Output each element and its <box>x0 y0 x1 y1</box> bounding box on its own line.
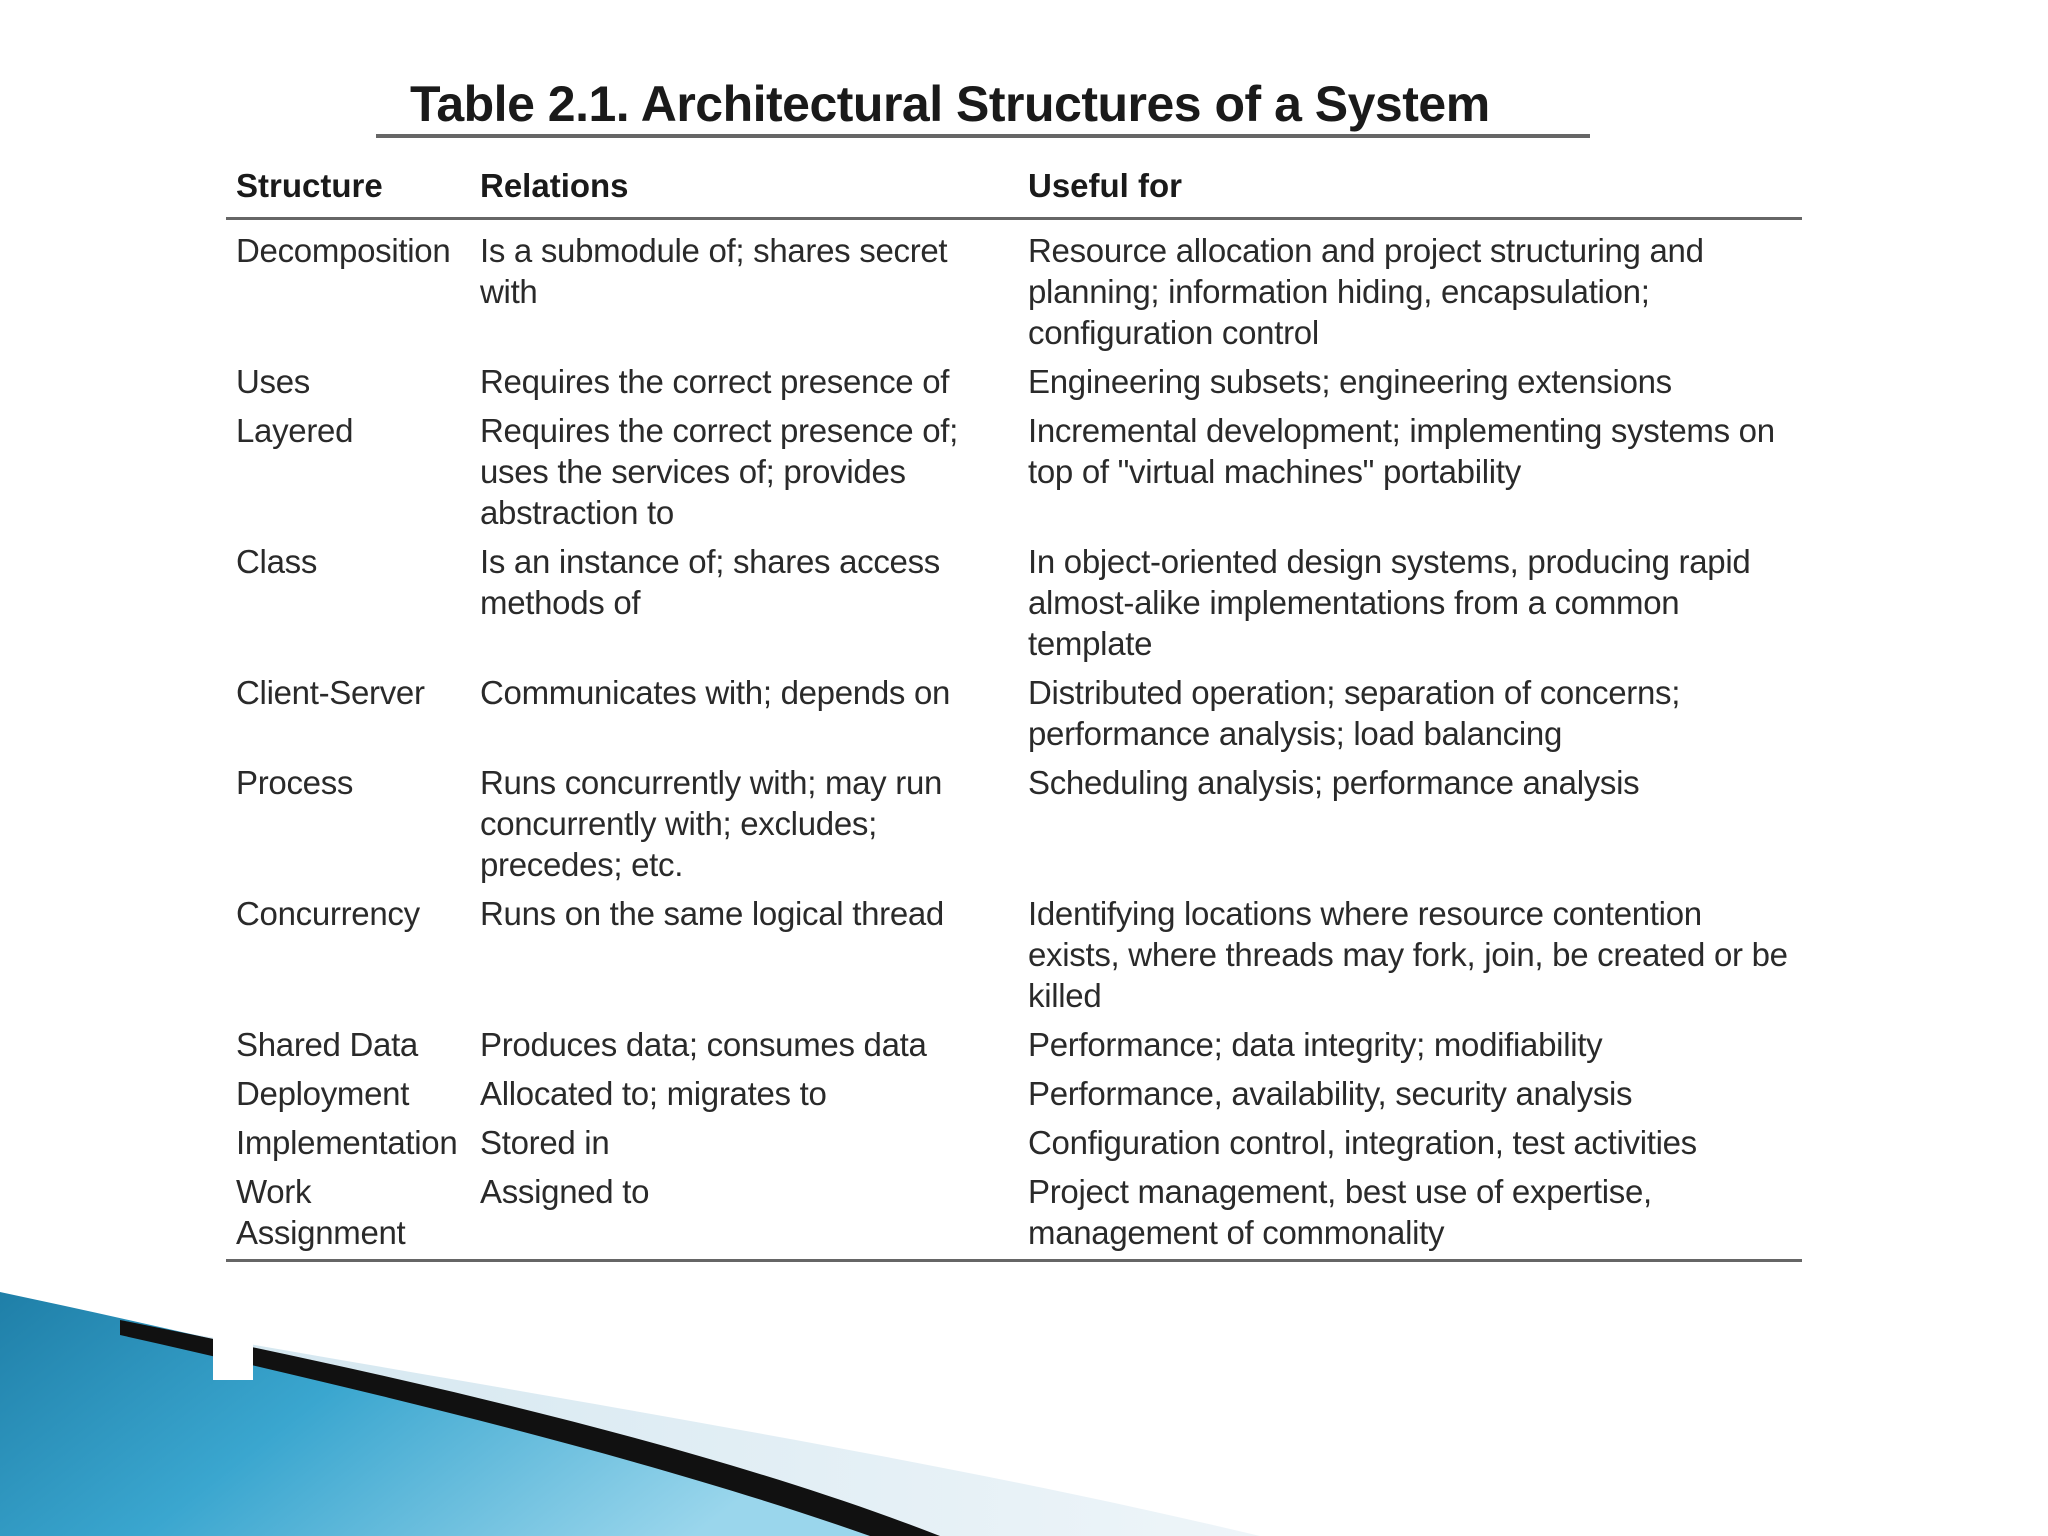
cell-structure: Layered <box>236 412 354 449</box>
cell-useful-for: Configuration control, integration, test activities <box>1028 1124 1697 1161</box>
cell-useful-for: Engineering subsets; engineering extensions <box>1028 363 1672 400</box>
cell-structure: Class <box>236 543 318 580</box>
cell-relations: Is an instance of; shares access methods of <box>480 543 940 621</box>
cell-useful-for: Scheduling analysis; performance analysis <box>1028 764 1640 801</box>
architectural-structures-table <box>226 160 1802 1262</box>
table-row <box>226 219 1802 359</box>
cell-useful-for: Performance, availability, security analysis <box>1028 1075 1633 1112</box>
cell-relations: Requires the correct presence of; uses the services of; provides abstraction to <box>480 412 959 531</box>
table-row <box>226 669 1802 759</box>
cell-structure: Client-Server <box>236 674 425 711</box>
cell-useful-for: Resource allocation and project structuring and planning; information hiding, encapsulation; configuration control <box>1028 232 1704 351</box>
cell-structure: Process <box>236 764 354 801</box>
cell-relations: Allocated to; migrates to <box>480 1075 827 1112</box>
table-row <box>226 538 1802 669</box>
table-row <box>226 759 1802 890</box>
structures-table-container <box>226 160 1802 1262</box>
cell-relations: Is a submodule of; shares secret with <box>480 232 948 310</box>
table-row <box>226 890 1802 1021</box>
cell-relations: Stored in <box>480 1124 610 1161</box>
cell-structure: Concurrency <box>236 895 420 932</box>
table-row <box>226 1119 1802 1168</box>
cell-relations: Requires the correct presence of <box>480 363 950 400</box>
cell-useful-for: In object-oriented design systems, producing rapid almost-alike implementations from a common template <box>1028 543 1751 662</box>
cell-relations: Runs on the same logical thread <box>480 895 944 932</box>
cell-relations: Runs concurrently with; may run concurrently with; excludes; precedes; etc. <box>480 764 943 883</box>
swoosh-white-notch <box>213 1300 253 1380</box>
cell-structure: Uses <box>236 363 310 400</box>
cell-useful-for: Identifying locations where resource contention exists, where threads may fork, join, be created or be killed <box>1028 895 1788 1014</box>
cell-useful-for: Incremental development; implementing systems on top of "virtual machines" portability <box>1028 412 1775 490</box>
cell-useful-for: Performance; data integrity; modifiability <box>1028 1026 1603 1063</box>
table-row <box>226 1070 1802 1119</box>
cell-relations: Produces data; consumes data <box>480 1026 927 1063</box>
cell-structure: Work Assignment <box>226 1168 470 1261</box>
cell-useful-for: Distributed operation; separation of concerns; performance analysis; load balancing <box>1028 674 1681 752</box>
column-header-useful-for: Useful for <box>1018 160 1802 219</box>
table-row <box>226 1168 1802 1261</box>
cell-relations: Communicates with; depends on <box>480 674 951 711</box>
table-row <box>226 407 1802 538</box>
cell-structure: Shared Data <box>236 1026 418 1063</box>
cell-structure: Implementation <box>236 1124 458 1161</box>
table-row <box>226 358 1802 407</box>
cell-useful-for: Project management, best use of expertise, management of commonality <box>1018 1168 1802 1261</box>
column-header-relations: Relations <box>470 160 1018 219</box>
cell-structure: Deployment <box>236 1075 410 1112</box>
column-header-structure: Structure <box>226 160 470 219</box>
table-header-row <box>226 160 1802 219</box>
cell-structure: Decomposition <box>236 232 451 269</box>
cell-relations: Assigned to <box>470 1168 1018 1261</box>
table-title: Table 2.1. Architectural Structures of a System <box>376 76 1590 138</box>
table-row <box>226 1021 1802 1070</box>
